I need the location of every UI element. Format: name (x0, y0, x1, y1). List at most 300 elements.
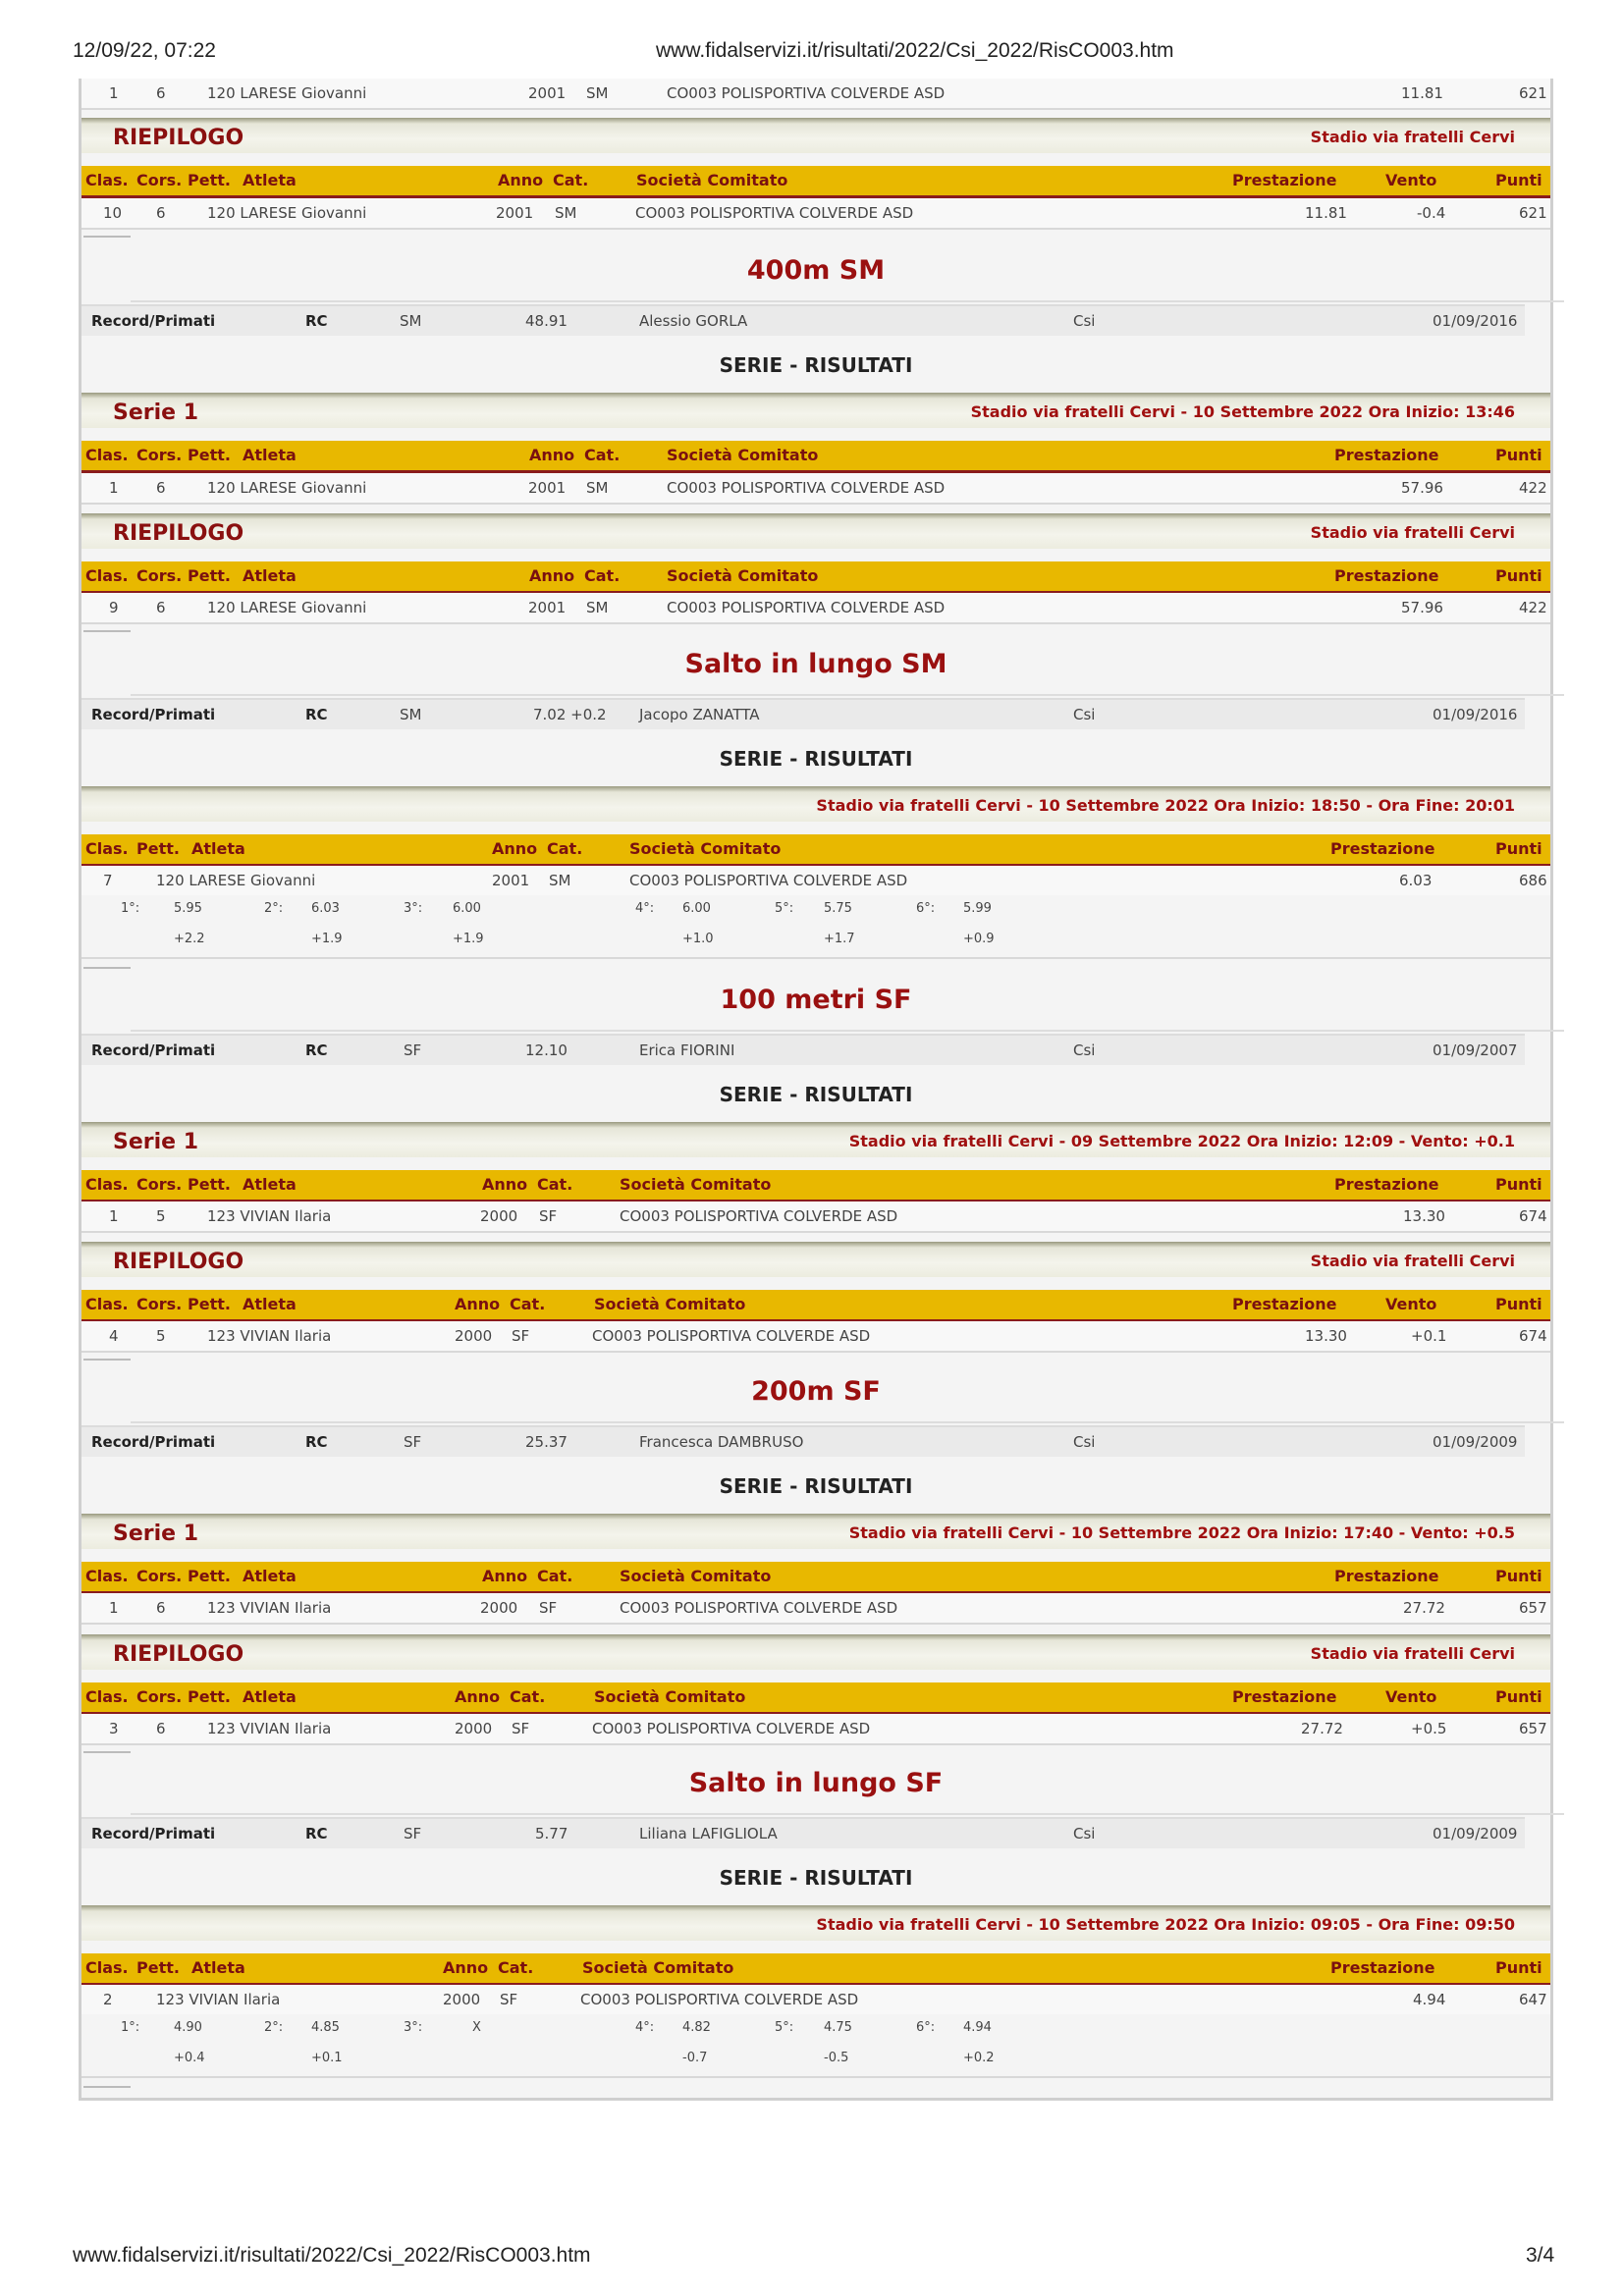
cell-text: Liliana LAFIGLIOLA (639, 1825, 778, 1842)
cell-text: Clas. (85, 171, 129, 189)
cell-text: Punti (1495, 446, 1542, 464)
cell-text: Clas. (85, 446, 129, 464)
cell-text: 11.81 (1305, 204, 1347, 222)
cell-text: Punti (1495, 1567, 1542, 1585)
cell-text: +0.1 (1411, 1327, 1447, 1345)
cell-text: Società Comitato (636, 171, 788, 189)
cell-text: Clas. (85, 1295, 129, 1313)
cell-text: Punti (1495, 1295, 1542, 1313)
attempts-row (81, 896, 1550, 959)
cell-text: Cat. (537, 1175, 573, 1194)
cell-text: Società Comitato (594, 1295, 746, 1313)
divider (83, 630, 131, 632)
cell-text: 2001 (492, 872, 530, 889)
cell-text: 13.30 (1305, 1327, 1347, 1345)
serie-risultati-heading: SERIE - RISULTATI (719, 1083, 913, 1106)
cell-text: Anno (482, 1567, 528, 1585)
riepilogo-bar (81, 1242, 1550, 1277)
cell-text: Csi (1073, 312, 1096, 330)
cell-text: Anno (492, 839, 538, 858)
results-frame (79, 79, 1553, 2101)
cell-text: 621 (1519, 84, 1547, 102)
cell-text: Società Comitato (620, 1175, 772, 1194)
cell-text: CO003 POLISPORTIVA COLVERDE ASD (629, 872, 908, 889)
cell-text: 5.99 (963, 901, 992, 916)
cell-text: Pett. (188, 446, 231, 464)
cell-text: 647 (1519, 1991, 1547, 2008)
cell-text: Società Comitato (620, 1567, 772, 1585)
cell-text: +2.2 (174, 932, 205, 946)
cell-text: 10 (103, 204, 123, 222)
cell-text: Pett. (188, 171, 231, 189)
cell-text: 2001 (496, 204, 534, 222)
cell-text: +0.1 (311, 2051, 343, 2065)
event-title: 100 metri SF (720, 985, 912, 1015)
cell-text: Società Comitato (594, 1687, 746, 1706)
cell-text: 7.02 +0.2 (533, 706, 607, 723)
cell-text: 12.10 (525, 1041, 568, 1059)
cell-text: Stadio via fratelli Cervi (1310, 523, 1515, 542)
cell-text: 5 (156, 1327, 166, 1345)
divider (131, 694, 1564, 696)
divider (131, 1813, 1564, 1815)
cell-text: 01/09/2016 (1433, 312, 1518, 330)
cell-text: 621 (1519, 204, 1547, 222)
cell-text: 01/09/2007 (1433, 1041, 1518, 1059)
cell-text: 5°: (775, 901, 794, 916)
cell-text: Csi (1073, 1825, 1096, 1842)
cell-text: Punti (1495, 171, 1542, 189)
serie-bar (81, 1514, 1550, 1549)
cell-text: CO003 POLISPORTIVA COLVERDE ASD (620, 1599, 898, 1617)
cell-text: Atleta (243, 171, 297, 189)
table-row (81, 866, 1550, 895)
cell-text: 674 (1519, 1207, 1547, 1225)
cell-text: 4°: (635, 2020, 655, 2035)
cell-text: Stadio via fratelli Cervi (1310, 1644, 1515, 1663)
cell-text: Atleta (191, 1958, 245, 1977)
cell-text: 2 (103, 1991, 113, 2008)
record-row (81, 1034, 1525, 1065)
cell-text: Record/Primati (91, 1825, 216, 1842)
cell-text: Atleta (243, 446, 297, 464)
cell-text: Cors. (136, 1567, 183, 1585)
cell-text: Vento (1385, 171, 1437, 189)
table-header (81, 561, 1550, 594)
cell-text: Clas. (85, 1687, 129, 1706)
cell-text: 4.94 (1413, 1991, 1446, 2008)
divider (83, 1359, 131, 1361)
cell-text: Pett. (188, 566, 231, 585)
cell-text: RIEPILOGO (113, 521, 244, 546)
cell-text: Record/Primati (91, 1433, 216, 1451)
divider (83, 236, 131, 238)
serie-risultati-heading: SERIE - RISULTATI (719, 353, 913, 377)
cell-text: Anno (482, 1175, 528, 1194)
cell-text: SM (400, 312, 422, 330)
cell-text: Stadio via fratelli Cervi - 10 Settembre 2022 Ora Inizio: 13:46 (970, 402, 1515, 421)
print-url-footer: www.fidalservizi.it/risultati/2022/Csi_2022/RisCO003.htm (73, 2244, 591, 2267)
cell-text: Clas. (85, 1175, 129, 1194)
table-row (81, 1593, 1550, 1625)
cell-text: Stadio via fratelli Cervi - 09 Settembre 2022 Ora Inizio: 12:09 - Vento: +0.1 (848, 1132, 1515, 1150)
cell-text: 1°: (121, 901, 140, 916)
cell-text: SM (586, 84, 609, 102)
cell-text: 123 VIVIAN Ilaria (207, 1720, 332, 1737)
cell-text: Stadio via fratelli Cervi - 10 Settembre 2022 Ora Inizio: 17:40 - Vento: +0.5 (848, 1523, 1515, 1542)
cell-text: 5.75 (824, 901, 852, 916)
cell-text: Prestazione (1232, 1295, 1337, 1313)
cell-text: 2°: (264, 2020, 284, 2035)
cell-text: Pett. (188, 1175, 231, 1194)
table-row (81, 198, 1550, 230)
print-datetime: 12/09/22, 07:22 (73, 39, 216, 62)
table-header (81, 1290, 1550, 1322)
riepilogo-bar (81, 1634, 1550, 1670)
cell-text: SF (404, 1825, 422, 1842)
cell-text: CO003 POLISPORTIVA COLVERDE ASD (592, 1327, 871, 1345)
cell-text: 27.72 (1301, 1720, 1343, 1737)
cell-text: Jacopo ZANATTA (639, 706, 760, 723)
cell-text: 57.96 (1401, 479, 1443, 497)
cell-text: Serie 1 (113, 1522, 199, 1546)
cell-text: Clas. (85, 1567, 129, 1585)
serie-bar (81, 1905, 1550, 1941)
cell-text: 123 VIVIAN Ilaria (156, 1991, 281, 2008)
cell-text: Atleta (243, 1567, 297, 1585)
cell-text: Cors. (136, 446, 183, 464)
cell-text: Cors. (136, 566, 183, 585)
cell-text: 657 (1519, 1599, 1547, 1617)
cell-text: 2000 (455, 1720, 493, 1737)
cell-text: 6 (156, 599, 166, 616)
cell-text: Vento (1385, 1687, 1437, 1706)
cell-text: 6.00 (453, 901, 481, 916)
cell-text: 4.90 (174, 2020, 202, 2035)
cell-text: Cat. (537, 1567, 573, 1585)
cell-text: 4°: (635, 901, 655, 916)
cell-text: Cat. (510, 1687, 546, 1706)
cell-text: Clas. (85, 839, 129, 858)
cell-text: CO003 POLISPORTIVA COLVERDE ASD (580, 1991, 859, 2008)
page-number: 3/4 (1526, 2244, 1555, 2267)
table-row (81, 473, 1550, 505)
print-url-header: www.fidalservizi.it/risultati/2022/Csi_2022/RisCO003.htm (656, 39, 1174, 62)
cell-text: 2001 (528, 599, 567, 616)
cell-text: Anno (498, 171, 544, 189)
cell-text: RC (305, 706, 328, 723)
cell-text: Prestazione (1232, 1687, 1337, 1706)
cell-text: -0.5 (824, 2051, 849, 2065)
cell-text: 4.82 (682, 2020, 711, 2035)
divider (83, 967, 131, 969)
cell-text: RC (305, 1825, 328, 1842)
divider (131, 1421, 1564, 1423)
serie-bar (81, 393, 1550, 428)
cell-text: Record/Primati (91, 706, 216, 723)
cell-text: 2000 (480, 1599, 518, 1617)
cell-text: Atleta (243, 1295, 297, 1313)
cell-text: 6°: (916, 901, 936, 916)
cell-text: Record/Primati (91, 312, 216, 330)
cell-text: Pett. (188, 1567, 231, 1585)
cell-text: CO003 POLISPORTIVA COLVERDE ASD (592, 1720, 871, 1737)
cell-text: +1.0 (682, 932, 714, 946)
divider (83, 1751, 131, 1753)
cell-text: 1 (109, 84, 119, 102)
table-row (81, 1321, 1550, 1353)
cell-text: 120 LARESE Giovanni (156, 872, 316, 889)
cell-text: SF (539, 1599, 558, 1617)
serie-bar (81, 786, 1550, 822)
cell-text: 123 VIVIAN Ilaria (207, 1207, 332, 1225)
table-header (81, 1562, 1550, 1594)
cell-text: 6 (156, 84, 166, 102)
cell-text: Record/Primati (91, 1041, 216, 1059)
table-header (81, 166, 1550, 198)
cell-text: CO003 POLISPORTIVA COLVERDE ASD (635, 204, 914, 222)
cell-text: 25.37 (525, 1433, 568, 1451)
cell-text: RC (305, 312, 328, 330)
cell-text: 120 LARESE Giovanni (207, 84, 367, 102)
cell-text: 422 (1519, 479, 1547, 497)
cell-text: 2000 (480, 1207, 518, 1225)
cell-text: 11.81 (1401, 84, 1443, 102)
cell-text: Erica FIORINI (639, 1041, 735, 1059)
cell-text: 6 (156, 204, 166, 222)
cell-text: 2001 (528, 84, 567, 102)
table-header (81, 1170, 1550, 1202)
cell-text: Clas. (85, 1958, 129, 1977)
cell-text: 123 VIVIAN Ilaria (207, 1327, 332, 1345)
cell-text: Punti (1495, 566, 1542, 585)
cell-text: 5 (156, 1207, 166, 1225)
cell-text: Stadio via fratelli Cervi (1310, 1252, 1515, 1270)
cell-text: +0.4 (174, 2051, 205, 2065)
cell-text: Cat. (584, 446, 621, 464)
cell-text: Atleta (243, 1687, 297, 1706)
table-row (81, 593, 1550, 624)
cell-text: 422 (1519, 599, 1547, 616)
cell-text: 4.94 (963, 2020, 992, 2035)
cell-text: Prestazione (1334, 1175, 1439, 1194)
cell-text: SM (586, 599, 609, 616)
cell-text: Pett. (136, 839, 180, 858)
divider (83, 2086, 131, 2088)
cell-text: Punti (1495, 1175, 1542, 1194)
cell-text: +1.9 (311, 932, 343, 946)
serie-risultati-heading: SERIE - RISULTATI (719, 1474, 913, 1498)
cell-text: Csi (1073, 706, 1096, 723)
attempts-row (81, 2015, 1550, 2078)
cell-text: CO003 POLISPORTIVA COLVERDE ASD (667, 479, 946, 497)
cell-text: Anno (443, 1958, 489, 1977)
cell-text: 3°: (404, 901, 423, 916)
cell-text: Cat. (498, 1958, 534, 1977)
cell-text: SM (549, 872, 571, 889)
record-row (81, 1817, 1525, 1848)
record-row (81, 698, 1525, 729)
cell-text: Prestazione (1330, 1958, 1435, 1977)
cell-text: 27.72 (1403, 1599, 1445, 1617)
table-row (81, 1985, 1550, 2014)
cell-text: -0.7 (682, 2051, 708, 2065)
cell-text: 1 (109, 479, 119, 497)
cell-text: Cat. (547, 839, 583, 858)
cell-text: Anno (455, 1295, 501, 1313)
cell-text: Prestazione (1334, 566, 1439, 585)
cell-text: Atleta (191, 839, 245, 858)
cell-text: 1 (109, 1599, 119, 1617)
cell-text: RC (305, 1041, 328, 1059)
cell-text: Cors. (136, 1687, 183, 1706)
cell-text: +1.7 (824, 932, 855, 946)
cell-text: Società Comitato (582, 1958, 734, 1977)
table-header (81, 834, 1550, 867)
cell-text: Cat. (510, 1295, 546, 1313)
cell-text: 2000 (455, 1327, 493, 1345)
cell-text: 6.03 (1399, 872, 1433, 889)
cell-text: +0.9 (963, 932, 995, 946)
cell-text: 9 (109, 599, 119, 616)
cell-text: 6.03 (311, 901, 340, 916)
cell-text: 674 (1519, 1327, 1547, 1345)
cell-text: 120 LARESE Giovanni (207, 479, 367, 497)
cell-text: CO003 POLISPORTIVA COLVERDE ASD (620, 1207, 898, 1225)
cell-text: 6 (156, 1720, 166, 1737)
cell-text: 13.30 (1403, 1207, 1445, 1225)
cell-text: Anno (455, 1687, 501, 1706)
cell-text: 6 (156, 479, 166, 497)
cell-text: 2000 (443, 1991, 481, 2008)
cell-text: -0.4 (1417, 204, 1446, 222)
record-row (81, 1425, 1525, 1457)
cell-text: 5.95 (174, 901, 202, 916)
cell-text: Prestazione (1334, 1567, 1439, 1585)
event-title: 200m SF (751, 1376, 881, 1407)
cell-text: Atleta (243, 1175, 297, 1194)
cell-text: Pett. (136, 1958, 180, 1977)
cell-text: CO003 POLISPORTIVA COLVERDE ASD (667, 599, 946, 616)
cell-text: Punti (1495, 1958, 1542, 1977)
cell-text: 48.91 (525, 312, 568, 330)
cell-text: 01/09/2009 (1433, 1825, 1518, 1842)
record-row (81, 304, 1525, 336)
cell-text: SF (539, 1207, 558, 1225)
cell-text: 4 (109, 1327, 119, 1345)
table-header (81, 1953, 1550, 1986)
cell-text: X (472, 2020, 481, 2035)
cell-text: Cors. (136, 1295, 183, 1313)
cell-text: 123 VIVIAN Ilaria (207, 1599, 332, 1617)
cell-text: SM (586, 479, 609, 497)
cell-text: 2°: (264, 901, 284, 916)
table-row (81, 1714, 1550, 1745)
cell-text: Cors. (136, 1175, 183, 1194)
cell-text: 6°: (916, 2020, 936, 2035)
cell-text: Cors. (136, 171, 183, 189)
cell-text: Punti (1495, 839, 1542, 858)
serie-risultati-heading: SERIE - RISULTATI (719, 747, 913, 771)
cell-text: Alessio GORLA (639, 312, 748, 330)
cell-text: 6 (156, 1599, 166, 1617)
cell-text: SF (404, 1433, 422, 1451)
cell-text: 5.77 (535, 1825, 568, 1842)
cell-text: +0.2 (963, 2051, 995, 2065)
cell-text: RIEPILOGO (113, 1642, 244, 1667)
cell-text: Vento (1385, 1295, 1437, 1313)
cell-text: Stadio via fratelli Cervi (1310, 128, 1515, 146)
cell-text: 1 (109, 1207, 119, 1225)
riepilogo-bar (81, 513, 1550, 549)
cell-text: 120 LARESE Giovanni (207, 204, 367, 222)
cell-text: Anno (529, 446, 575, 464)
cell-text: 6.00 (682, 901, 711, 916)
cell-text: 120 LARESE Giovanni (207, 599, 367, 616)
cell-text: Prestazione (1232, 171, 1337, 189)
cell-text: 2001 (528, 479, 567, 497)
cell-text: Stadio via fratelli Cervi - 10 Settembre 2022 Ora Inizio: 18:50 - Ora Fine: 20:01 (816, 796, 1515, 815)
cell-text: SF (500, 1991, 518, 2008)
table-row (81, 1201, 1550, 1233)
event-title: Salto in lungo SM (684, 649, 947, 679)
serie-bar (81, 1122, 1550, 1157)
cell-text: Anno (529, 566, 575, 585)
divider (131, 1030, 1564, 1032)
cell-text: SF (512, 1327, 530, 1345)
cell-text: 686 (1519, 872, 1547, 889)
cell-text: SF (512, 1720, 530, 1737)
event-title: Salto in lungo SF (688, 1768, 944, 1798)
cell-text: Società Comitato (629, 839, 782, 858)
cell-text: RIEPILOGO (113, 126, 244, 150)
cell-text: 3°: (404, 2020, 423, 2035)
cell-text: Pett. (188, 1295, 231, 1313)
cell-text: Csi (1073, 1041, 1096, 1059)
table-header (81, 441, 1550, 473)
cell-text: SM (555, 204, 577, 222)
cell-text: 1°: (121, 2020, 140, 2035)
cell-text: 57.96 (1401, 599, 1443, 616)
cell-text: Clas. (85, 566, 129, 585)
cell-text: +0.5 (1411, 1720, 1447, 1737)
cell-text: 4.85 (311, 2020, 340, 2035)
cell-text: Pett. (188, 1687, 231, 1706)
cell-text: 3 (109, 1720, 119, 1737)
cell-text: Società Comitato (667, 446, 819, 464)
cell-text: Stadio via fratelli Cervi - 10 Settembre 2022 Ora Inizio: 09:05 - Ora Fine: 09:50 (816, 1915, 1515, 1934)
divider (131, 300, 1564, 302)
table-row (81, 79, 1550, 110)
cell-text: SM (400, 706, 422, 723)
cell-text: Società Comitato (667, 566, 819, 585)
cell-text: +1.9 (453, 932, 484, 946)
cell-text: SF (404, 1041, 422, 1059)
cell-text: Serie 1 (113, 400, 199, 425)
cell-text: Prestazione (1334, 446, 1439, 464)
cell-text: 4.75 (824, 2020, 852, 2035)
cell-text: 657 (1519, 1720, 1547, 1737)
cell-text: Francesca DAMBRUSO (639, 1433, 804, 1451)
event-title: 400m SM (746, 255, 886, 286)
cell-text: CO003 POLISPORTIVA COLVERDE ASD (667, 84, 946, 102)
cell-text: Serie 1 (113, 1130, 199, 1154)
table-header (81, 1682, 1550, 1715)
cell-text: 7 (103, 872, 113, 889)
cell-text: Cat. (553, 171, 589, 189)
cell-text: Atleta (243, 566, 297, 585)
cell-text: 01/09/2016 (1433, 706, 1518, 723)
